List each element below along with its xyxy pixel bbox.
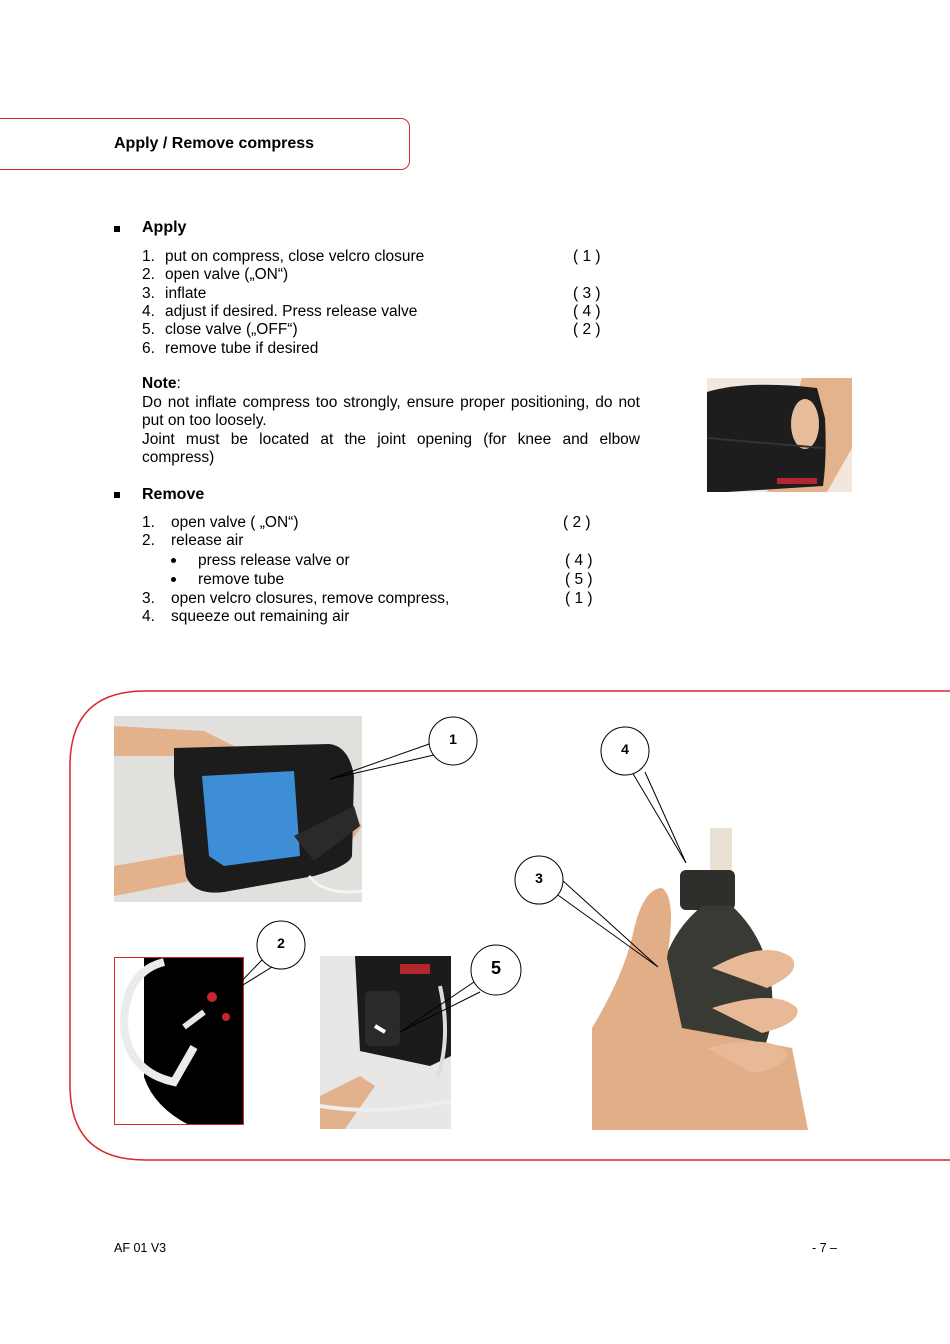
step-number: 2.: [142, 266, 155, 283]
apply-heading: Apply: [142, 219, 187, 236]
step-number: 3.: [142, 285, 155, 302]
step-text: open velcro closures, remove compress,: [171, 590, 450, 607]
step-text: remove tube: [198, 571, 285, 588]
step-text: close valve („OFF“): [165, 321, 298, 338]
step-ref: ( 4 ): [565, 552, 593, 569]
step-number: 4.: [142, 608, 155, 625]
step-number: 4.: [142, 303, 155, 320]
step-ref: ( 1 ): [565, 590, 593, 607]
note-colon: :: [176, 375, 181, 392]
step-text: open valve („ON“): [165, 266, 289, 283]
step-text: remove tube if desired: [165, 340, 319, 357]
callout-label-4: 4: [621, 741, 629, 757]
step-text: put on compress, close velcro closure: [165, 248, 425, 265]
callout-label-1: 1: [449, 731, 457, 747]
step-number: 3.: [142, 590, 155, 607]
step-text: press release valve or: [198, 552, 350, 569]
callout-label-5: 5: [490, 958, 501, 978]
step-text: adjust if desired. Press release valve: [165, 303, 418, 320]
callout-label-2: 2: [277, 935, 285, 951]
step-number: 2.: [142, 532, 155, 549]
step-number: 6.: [142, 340, 155, 357]
step-text: release air: [171, 532, 244, 549]
step-text: squeeze out remaining air: [171, 608, 350, 625]
step-ref: ( 1 ): [573, 248, 601, 265]
step-number: 5.: [142, 321, 155, 338]
note-text-2: Joint must be located at the joint opening (for knee and elbow compress): [142, 430, 640, 466]
note-label: Note: [142, 375, 177, 392]
step-text: open valve ( „ON“): [171, 514, 299, 531]
note-text-1: Do not inflate compress too strongly, ensure proper positioning, do not put on too loosely.: [142, 393, 640, 429]
callout-label-3: 3: [535, 870, 543, 886]
step-ref: ( 3 ): [573, 285, 601, 302]
page-title: Apply / Remove compress: [114, 135, 315, 152]
step-text: inflate: [165, 285, 207, 302]
step-number: 1.: [142, 248, 155, 265]
step-number: 1.: [142, 514, 155, 531]
page-number: - 7 –: [812, 1241, 838, 1255]
document-id: AF 01 V3: [114, 1241, 167, 1255]
step-ref: ( 2 ): [563, 514, 591, 531]
step-ref: ( 2 ): [573, 321, 601, 338]
step-ref: ( 4 ): [573, 303, 601, 320]
remove-heading: Remove: [142, 486, 205, 503]
step-ref: ( 5 ): [565, 571, 593, 588]
